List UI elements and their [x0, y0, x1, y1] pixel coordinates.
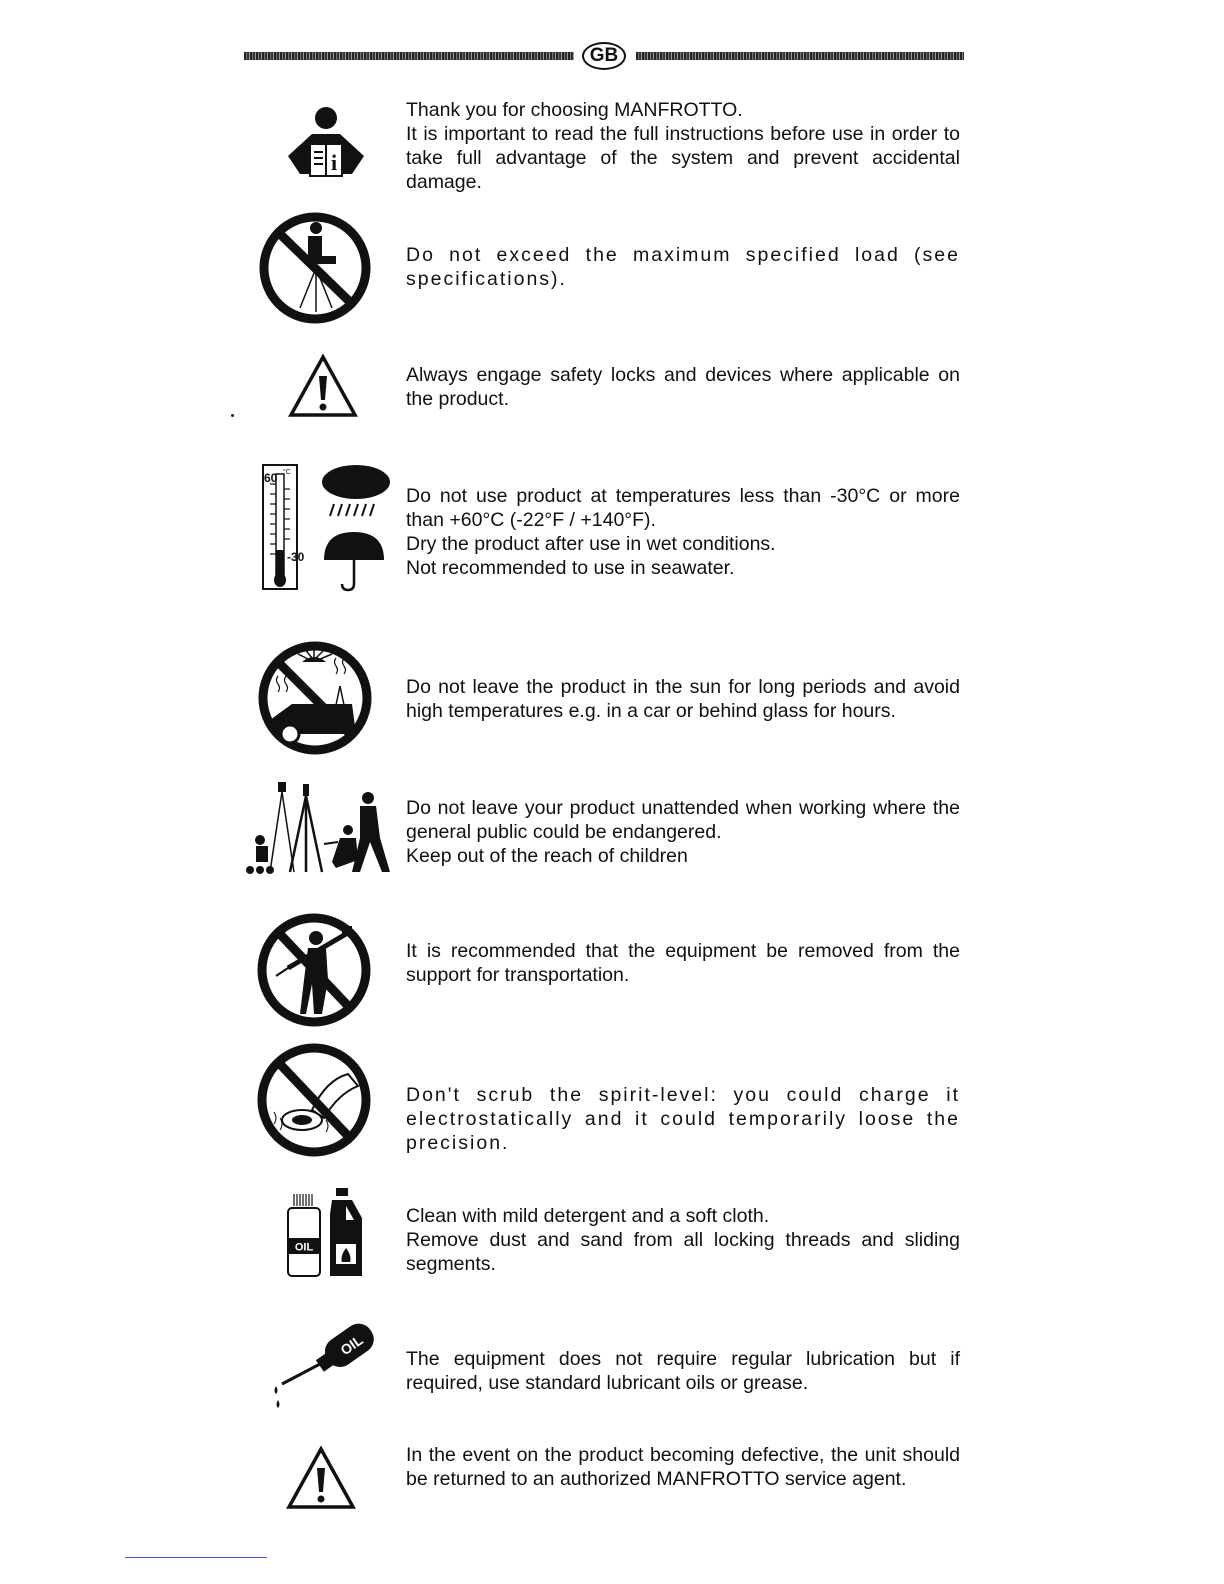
no-scrub-level-icon	[254, 1040, 376, 1162]
svg-text:OIL: OIL	[294, 1241, 314, 1254]
instruction-read-manual	[244, 98, 964, 198]
footer-rule	[125, 1557, 267, 1558]
instruction-spirit-level	[244, 1040, 964, 1162]
read-manual-icon	[286, 104, 366, 184]
instruction-text: It is recommended that the equipment be removed from the support for transportation.	[406, 940, 960, 986]
svg-text:i: i	[330, 150, 338, 175]
svg-text:°C: °C	[283, 469, 291, 476]
warning-triangle-icon	[286, 1446, 356, 1510]
header-rule-right	[636, 52, 964, 60]
instruction-text: Do not leave your product unattended when working where the general public could be endangered. Keep out of the reach of children	[406, 797, 960, 867]
no-sun-heat-icon	[256, 638, 374, 758]
no-overload-icon	[256, 212, 374, 324]
instruction-safety-locks	[244, 352, 964, 422]
instruction-transport	[244, 910, 964, 1030]
instruction-text: Don't scrub the spirit-level: you could charge it electrostatically and it could temporarily loose the precision.	[406, 1084, 960, 1154]
svg-text:-30: -30	[287, 550, 305, 564]
instruction-text: Always engage safety locks and devices where applicable on the product.	[406, 364, 960, 410]
instruction-temperature	[244, 458, 964, 598]
instruction-max-load	[244, 212, 964, 324]
instruction-public-children	[244, 778, 964, 880]
instruction-text: Do not leave the product in the sun for long periods and avoid high temperatures e.g. in a car or behind glass for hours.	[406, 676, 960, 722]
instruction-cleaning	[244, 1184, 964, 1280]
language-badge: GB	[582, 42, 626, 70]
instruction-text: Do not use product at temperatures less than -30°C or more than +60°C (-22°F / +140°F). Dry the product after use in wet conditions. Not recommended to use in seawater.	[406, 485, 960, 579]
warning-triangle-icon	[288, 354, 358, 418]
instruction-text: The equipment does not require regular lubrication but if required, use standard lubricant oils or grease.	[406, 1348, 960, 1394]
instruction-lubrication	[244, 1314, 964, 1408]
oil-can-icon	[268, 1314, 378, 1408]
instruction-service	[244, 1442, 964, 1542]
public-children-icon	[244, 778, 400, 878]
cleaning-products-icon	[286, 1186, 366, 1278]
instruction-text: Clean with mild detergent and a soft cloth. Remove dust and sand from all locking threads and sliding segments.	[406, 1205, 960, 1275]
stray-mark	[231, 414, 234, 417]
temperature-weather-icon	[258, 460, 392, 594]
instruction-text: Do not exceed the maximum specified load (see specifications).	[406, 244, 960, 290]
instruction-text: Thank you for choosing MANFROTTO. It is important to read the full instructions before use in order to take full advantage of the system and prevent accidental damage.	[406, 99, 960, 193]
svg-text:OIL: OIL	[337, 1331, 366, 1359]
instruction-text: In the event on the product becoming defective, the unit should be returned to an authorized MANFROTTO service agent.	[406, 1444, 960, 1490]
no-transport-mounted-icon	[254, 910, 374, 1030]
svg-text:60: 60	[264, 471, 278, 485]
header-rule-left	[244, 52, 574, 60]
instruction-sun-heat	[244, 638, 964, 762]
